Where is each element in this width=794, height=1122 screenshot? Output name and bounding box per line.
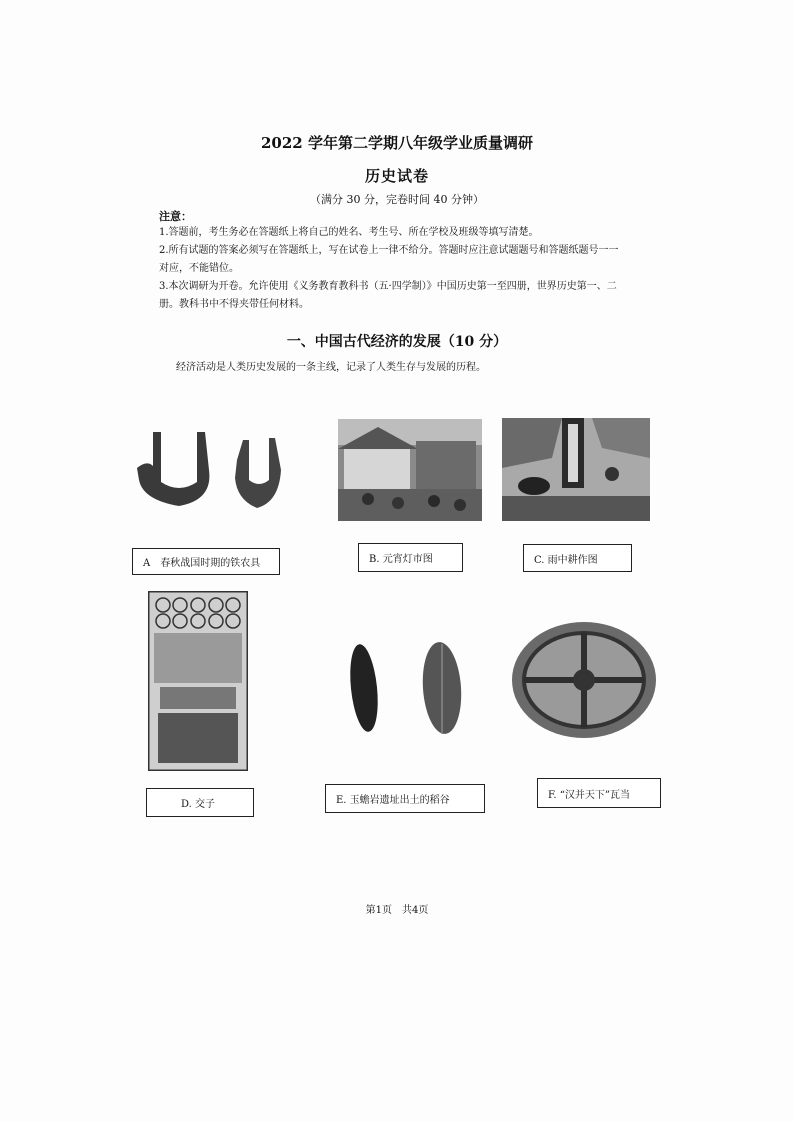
rice-grain-image	[342, 636, 467, 744]
score-time: （满分 30 分，完卷时间 40 分钟）	[310, 193, 484, 206]
notice-item-2: 2.所有试题的答案必须写在答题纸上，写在试卷上一律不给分。答题时应注意试题题号和答题纸题号一一对应，不能错位。	[159, 245, 619, 274]
iron-farm-tools-image	[135, 430, 290, 515]
notice-heading: 注意：	[159, 210, 192, 223]
section-intro: 经济活动是人类历史发展的一条主线，记录了人类生存与发展的历程。	[176, 362, 486, 373]
lantern-market-painting	[338, 419, 482, 521]
rain-plowing-painting	[502, 418, 650, 521]
page-number: 第1页 共4页	[365, 905, 429, 916]
figure-caption-a: A 春秋战国时期的铁农具	[132, 548, 280, 575]
jiaozi-banknote-image	[148, 591, 248, 771]
figure-caption-e: E. 玉蟾岩遗址出土的稻谷	[325, 784, 485, 813]
exam-subtitle: 历史试卷	[364, 167, 429, 185]
figure-caption-c: C. 雨中耕作图	[523, 544, 632, 572]
figure-caption-b: B. 元宵灯市图	[358, 543, 463, 572]
section-heading: 一、中国古代经济的发展（10 分）	[286, 334, 508, 350]
figure-caption-f: F. “汉并天下”瓦当	[537, 778, 661, 808]
figure-caption-d: D. 交子	[146, 788, 254, 817]
han-roof-tile-image	[508, 620, 660, 742]
notice-item-1: 1.答题前，考生务必在答题纸上将自己的姓名、考生号、所在学校及班级等填写清楚。	[159, 227, 539, 238]
notice-item-3: 3.本次调研为开卷。允许使用《义务教育教科书（五·四学制）》中国历史第一至四册，世界历史第一、二册。教科书中不得夹带任何材料。	[159, 281, 617, 310]
exam-title: 2022 学年第二学期八年级学业质量调研	[261, 134, 533, 152]
